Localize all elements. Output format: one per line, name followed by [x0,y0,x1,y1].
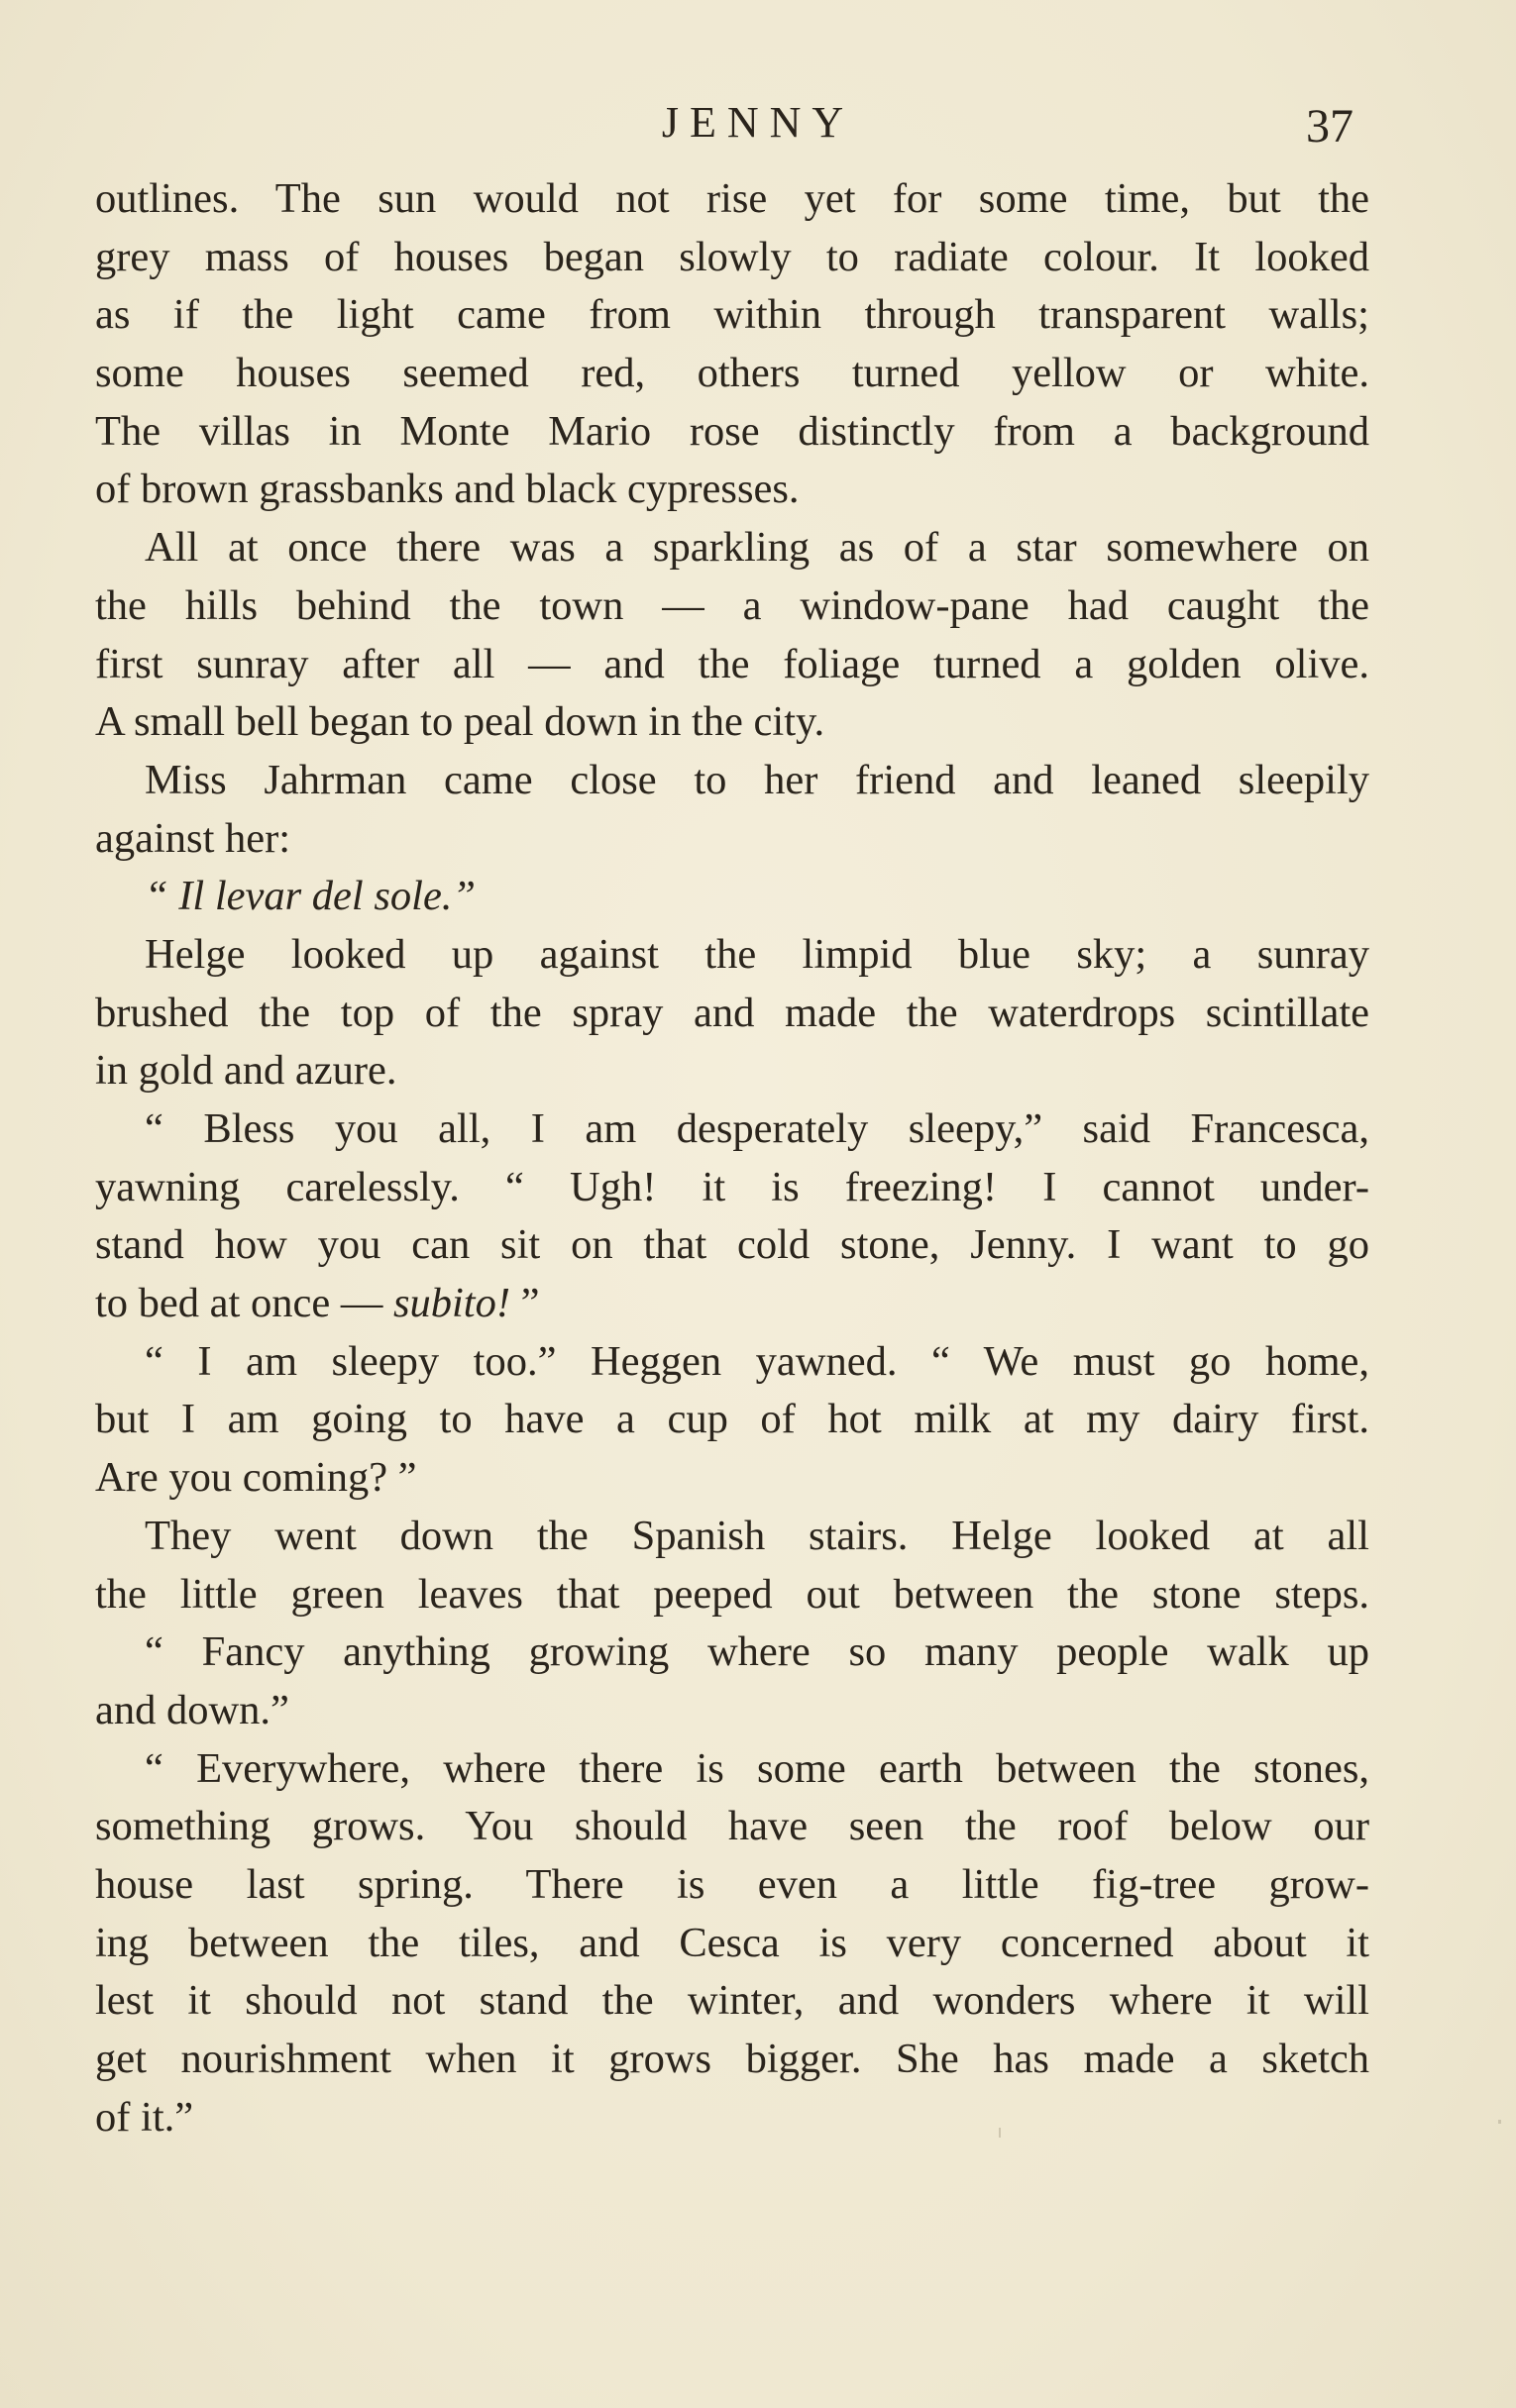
text-line: yawning carelessly. “ Ugh! it is freezing! I cannot under- [95,1163,1369,1210]
text-line: something grows. You should have seen the roof below our [95,1803,1369,1850]
text-line: of brown grassbanks and black cypresses. [95,466,800,513]
page-number: 37 [1306,100,1354,153]
text-line: outlines. The sun would not rise yet for some time, but the [95,175,1369,222]
running-title: JENNY [661,98,855,147]
text-line [95,868,1369,926]
text-line: ing between the tiles, and Cesca is very concerned about it [95,1919,1369,1966]
paper-speck [1498,2120,1501,2124]
text-line: brushed the top of the spray and made the waterdrops scintillate [95,989,1369,1036]
paper-speck [999,2128,1001,2138]
text-line: and down.” [95,1686,289,1733]
text-line: in gold and azure. [95,1047,397,1095]
text-line: “ Bless you all, I am desperately sleepy,” said Francesca, [145,1105,1369,1152]
body-text [95,170,1369,2146]
text-line: All at once there was a sparkling as of a star somewhere on [145,524,1369,572]
text-line: but I am going to have a cup of hot milk at my dairy first. [95,1396,1369,1443]
text-line: lest it should not stand the winter, and wonders where it will [95,1977,1369,2025]
text-line: get nourishment when it grows bigger. She has made a sketch [95,2036,1369,2082]
italic-text: subito! [392,1280,511,1327]
text-line [95,1275,1369,1333]
text-line: Helge looked up against the limpid blue sky; a sunray [145,930,1369,978]
text-line: “ Everywhere, where there is some earth between the stones, [145,1744,1369,1792]
text-line: They went down the Spanish stairs. Helge looked at all [145,1512,1369,1559]
text-line: of it.” [95,2093,194,2141]
text-line: some houses seemed red, others turned yellow or white. [95,350,1369,397]
text-line: “ Fancy anything growing where so many people walk up [145,1628,1369,1676]
text-line: first sunray after all — and the foliage turned a golden olive. [95,640,1369,687]
text-line: The villas in Monte Mario rose distinctly from a background [95,407,1369,455]
text-line: as if the light came from within through transparent walls; [95,291,1369,339]
text-line: Are you coming? ” [95,1454,417,1502]
text-line: against her: [95,814,291,862]
text-line: stand how you can sit on that cold stone, Jenny. I want to go [95,1221,1369,1269]
text-line: house last spring. There is even a little fig-tree grow- [95,1860,1369,1908]
italic-text: “ Il levar del sole.” [145,873,477,920]
text-line: the little green leaves that peeped out between the stone steps. [95,1570,1369,1618]
text-line: the hills behind the town — a window-pane had caught the [95,581,1369,629]
text-segment: to bed at once — [95,1280,393,1327]
text-line: A small bell began to peal down in the city. [95,698,825,746]
text-line: “ I am sleepy too.” Heggen yawned. “ We must go home, [145,1337,1369,1385]
text-line: grey mass of houses began slowly to radiate colour. It looked [95,233,1369,280]
text-segment: ” [510,1280,540,1327]
text-line: Miss Jahrman came close to her friend and leaned sleepily [145,756,1369,803]
